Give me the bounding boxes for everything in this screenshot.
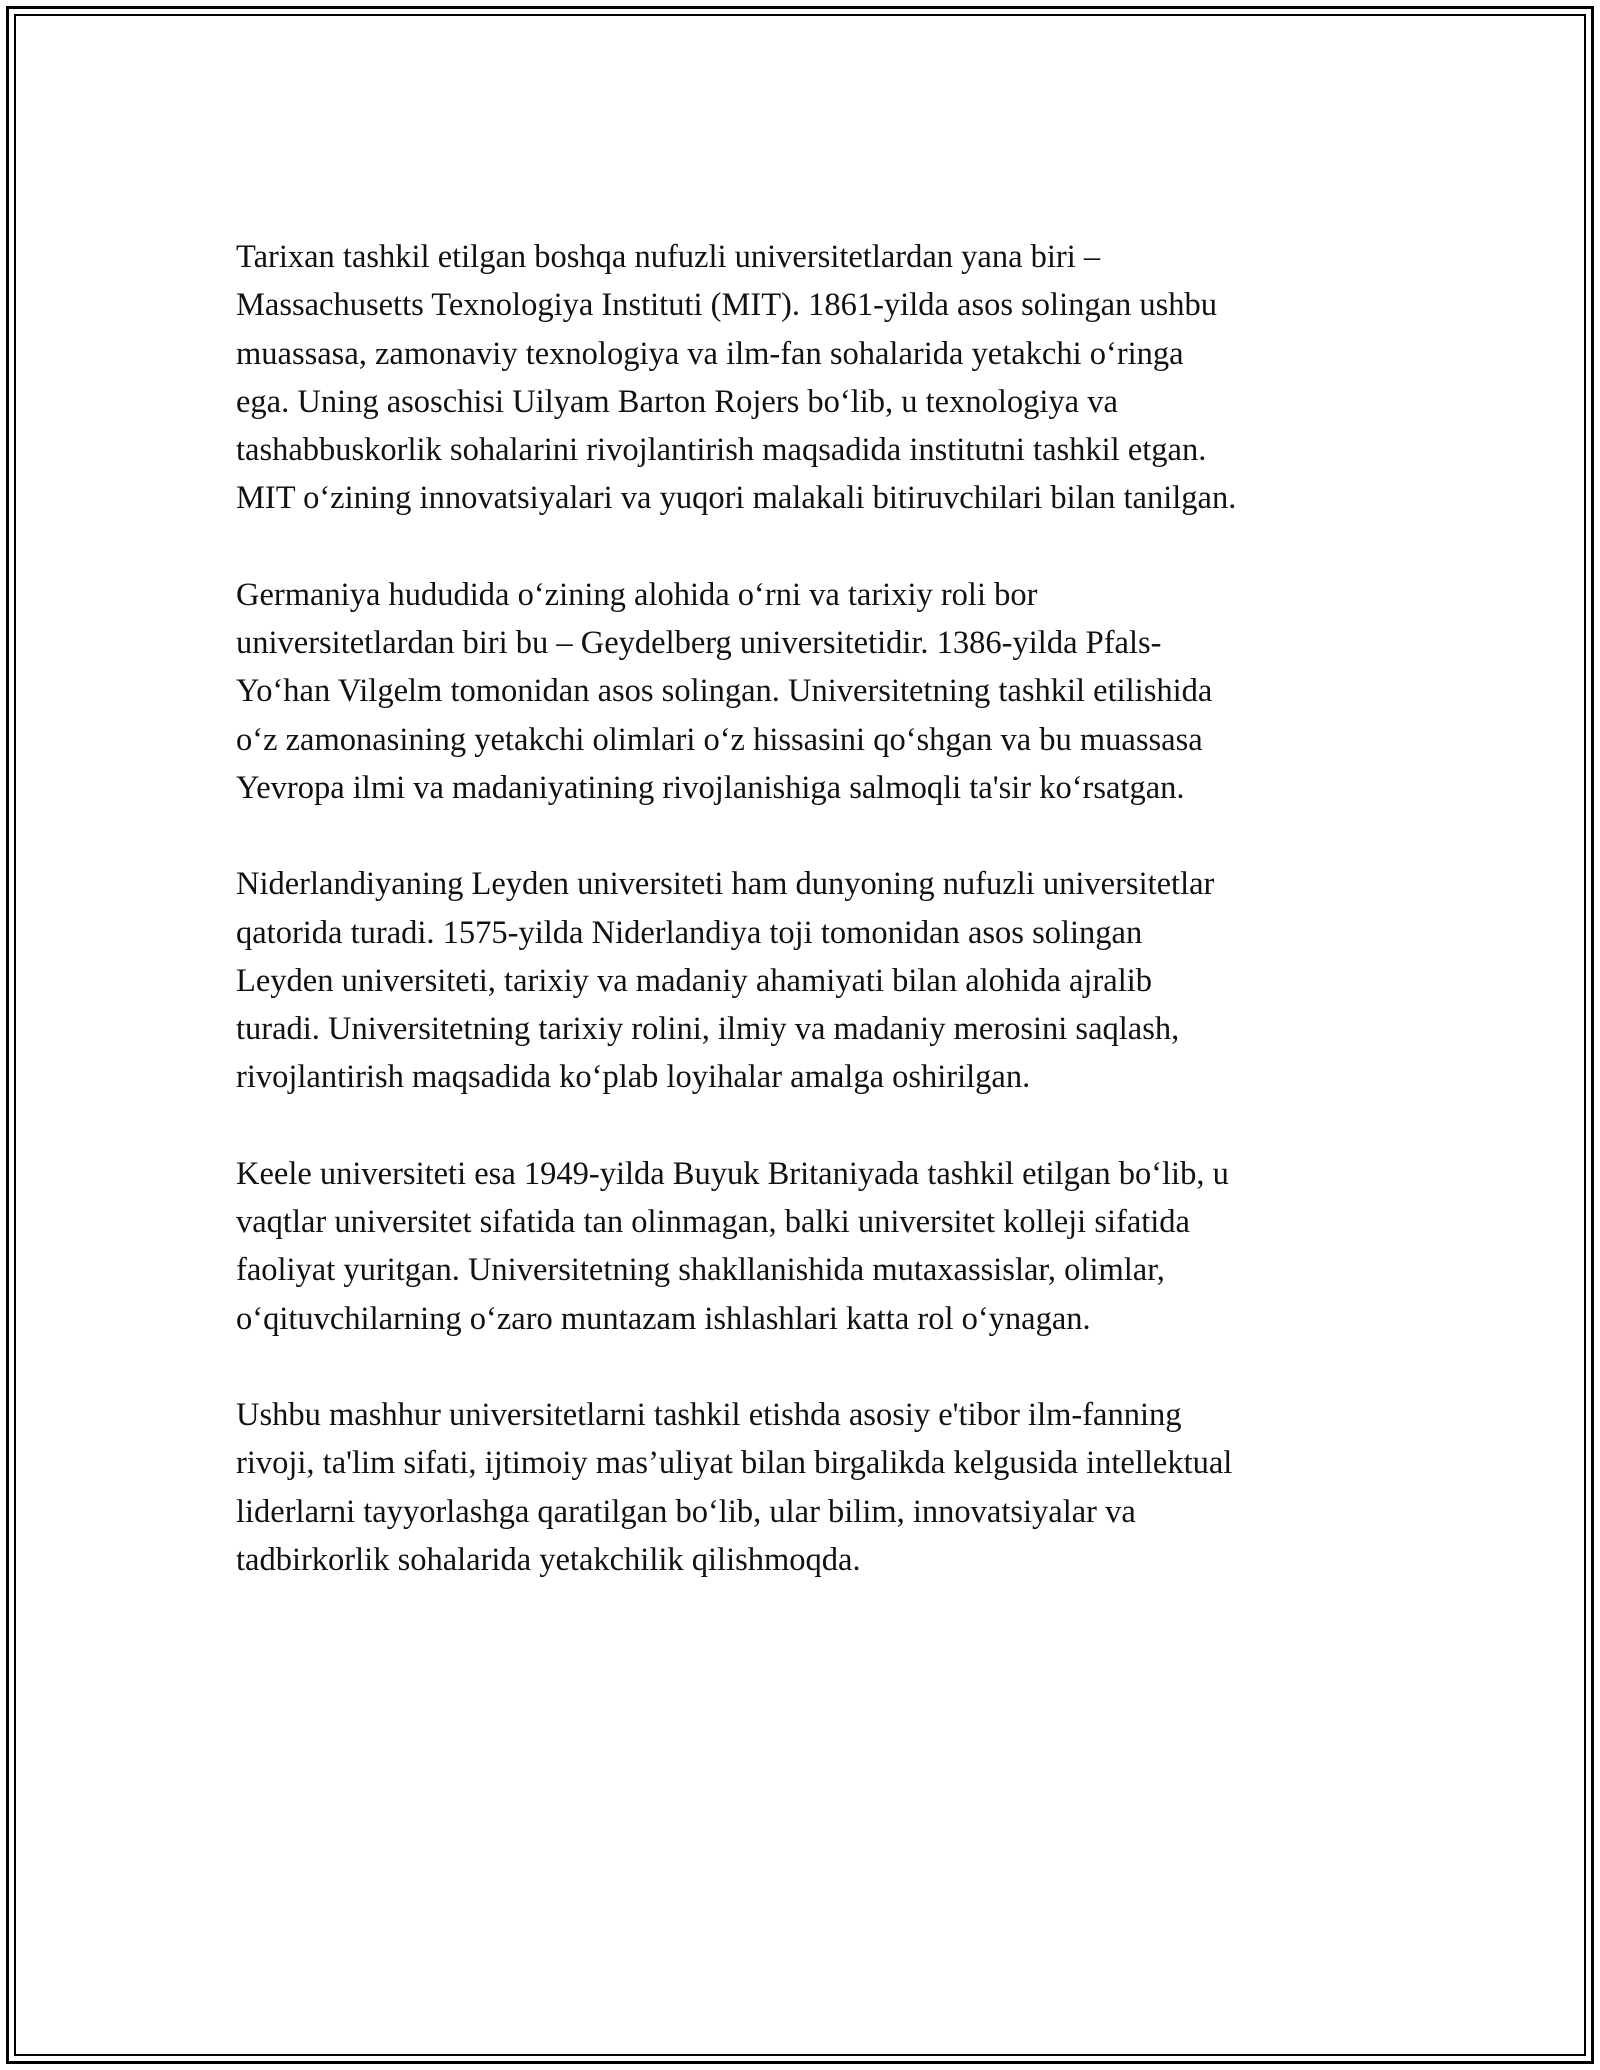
text-line: Tarixan tashkil etilgan boshqa nufuzli universitetlardan yana biri – bbox=[236, 239, 1101, 275]
text-line: faoliyat yuritgan. Universitetning shakllanishida mutaxassislar, olimlar, bbox=[236, 1252, 1165, 1289]
text-line: tadbirkorlik sohalarida yetakchilik qilishmoqda. bbox=[236, 1541, 861, 1578]
paragraph-conclusion bbox=[236, 1391, 1376, 1584]
text-line: Massachusetts Texnologiya Instituti (MIT). 1861-yilda asos solingan ushbu bbox=[236, 287, 1218, 324]
text-line: rivojlantirish maqsadida ko‘plab loyihalar amalga oshirilgan. bbox=[236, 1059, 1031, 1096]
text-line: rivoji, ta'lim sifati, ijtimoiy mas’uliyat bilan birgalikda kelgusida intellektual bbox=[236, 1445, 1233, 1482]
paragraph-heidelberg bbox=[236, 571, 1376, 812]
paragraph-mit bbox=[236, 233, 1376, 523]
text-line: Niderlandiyaning Leyden universiteti ham dunyoning nufuzli universitetlar bbox=[236, 866, 1215, 903]
text-line: ega. Uning asoschisi Uilyam Barton Rojers bo‘lib, u texnologiya va bbox=[236, 383, 1118, 420]
text-line: vaqtlar universitet sifatida tan olinmagan, balki universitet kolleji sifatida bbox=[236, 1204, 1190, 1241]
paragraph-leiden bbox=[236, 860, 1376, 1101]
text-line: turadi. Universitetning tarixiy rolini, ilmiy va madaniy merosini saqlash, bbox=[236, 1011, 1180, 1048]
text-line: o‘z zamonasining yetakchi olimlari o‘z hissasini qo‘shgan va bu muassasa bbox=[236, 721, 1203, 758]
text-line: muassasa, zamonaviy texnologiya va ilm-fan sohalarida yetakchi o‘ringa bbox=[236, 335, 1184, 372]
text-line: tashabbuskorlik sohalarini rivojlantirish maqsadida institutni tashkil etgan. bbox=[236, 432, 1207, 469]
text-line: universitetlardan biri bu – Geydelberg universitetidir. 1386-yilda Pfals- bbox=[236, 625, 1162, 662]
text-line: Leyden universiteti, tarixiy va madaniy ahamiyati bilan alohida ajralib bbox=[236, 962, 1153, 999]
text-line: qatorida turadi. 1575-yilda Niderlandiya toji tomonidan asos solingan bbox=[236, 914, 1143, 951]
text-line: Yevropa ilmi va madaniyatining rivojlanishiga salmoqli ta'sir ko‘rsatgan. bbox=[236, 769, 1185, 806]
text-line: Germaniya hududida o‘zining alohida o‘rni va tarixiy roli bor bbox=[236, 576, 1038, 613]
text-line: o‘qituvchilarning o‘zaro muntazam ishlashlari katta rol o‘ynagan. bbox=[236, 1300, 1091, 1337]
text-line: Keele universiteti esa 1949-yilda Buyuk Britaniyada tashkil etilgan bo‘lib, u bbox=[236, 1155, 1229, 1192]
document-body bbox=[236, 233, 1376, 1632]
paragraph-keele bbox=[236, 1150, 1376, 1343]
text-line: liderlarni tayyorlashga qaratilgan bo‘lib, ular bilim, innovatsiyalar va bbox=[236, 1493, 1136, 1530]
text-line: MIT o‘zining innovatsiyalari va yuqori malakali bitiruvchilari bilan tanilgan. bbox=[236, 480, 1237, 517]
text-line: Yo‘han Vilgelm tomonidan asos solingan. Universitetning tashkil etilishida bbox=[236, 673, 1213, 710]
text-line: Ushbu mashhur universitetlarni tashkil etishda asosiy e'tibor ilm-fanning bbox=[236, 1396, 1182, 1433]
